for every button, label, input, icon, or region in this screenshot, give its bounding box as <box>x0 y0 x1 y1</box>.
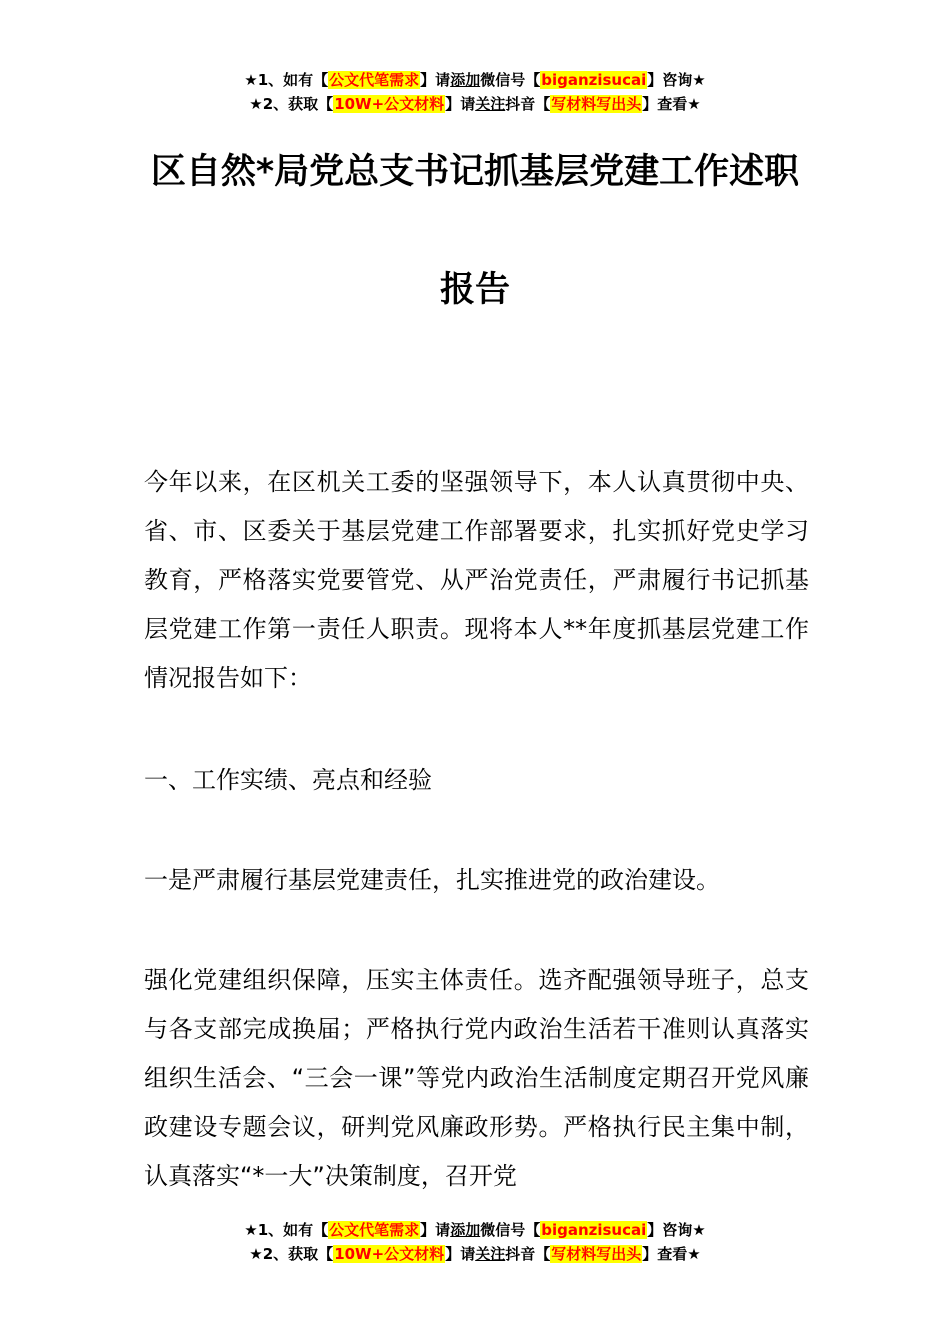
document-title-line-2: 报告 <box>439 270 510 310</box>
banner-line-1: ★1、如有【公文代笔需求】请添加微信号【biganzisucai】咨询★ <box>244 71 706 89</box>
banner-line-2: ★2、获取【10W+公文材料】请关注抖音【写材料写出头】查看★ <box>249 1245 701 1263</box>
highlight-service: 公文代笔需求 <box>329 1221 420 1239</box>
section-heading: 一、工作实绩、亮点和经验 <box>144 766 432 794</box>
highlight-materials: 10W+公文材料 <box>334 1245 445 1263</box>
body-paragraph: 强化党建组织保障，压实主体责任。选齐配强领导班子，总支与各支部完成换届；严格执行党内政治生活若干准则认真落实组织生活会、“三会一课”等党内政治生活制度定期召开党风廉政建设专题会议，研判党风廉政形势。严格执行民主集中制，认真落实“*一大”决策制度，召开党 <box>144 966 809 1190</box>
highlight-douyin-account: 写材料写出头 <box>551 1245 642 1263</box>
document-title-line-1: 区自然*局党总支书记抓基层党建工作述职 <box>150 152 800 192</box>
header-ad-banner <box>0 68 950 116</box>
highlight-wechat-id: biganzisucai <box>541 1221 647 1239</box>
intro-paragraph: 今年以来，在区机关工委的坚强领导下，本人认真贯彻中央、省、市、区委关于基层党建工作部署要求，扎实抓好党史学习教育，严格落实党要管党、从严治党责任，严肃履行书记抓基层党建工作第一责任人职责。现将本人**年度抓基层党建工作情况报告如下： <box>144 468 809 692</box>
footer-ad-banner <box>0 1218 950 1266</box>
highlight-service: 公文代笔需求 <box>329 71 420 89</box>
banner-line-1: ★1、如有【公文代笔需求】请添加微信号【biganzisucai】咨询★ <box>244 1221 706 1239</box>
highlight-materials: 10W+公文材料 <box>334 95 445 113</box>
subsection-heading: 一是严肃履行基层党建责任，扎实推进党的政治建设。 <box>144 866 720 894</box>
highlight-wechat-id: biganzisucai <box>541 71 647 89</box>
banner-line-2: ★2、获取【10W+公文材料】请关注抖音【写材料写出头】查看★ <box>249 95 701 113</box>
highlight-douyin-account: 写材料写出头 <box>551 95 642 113</box>
